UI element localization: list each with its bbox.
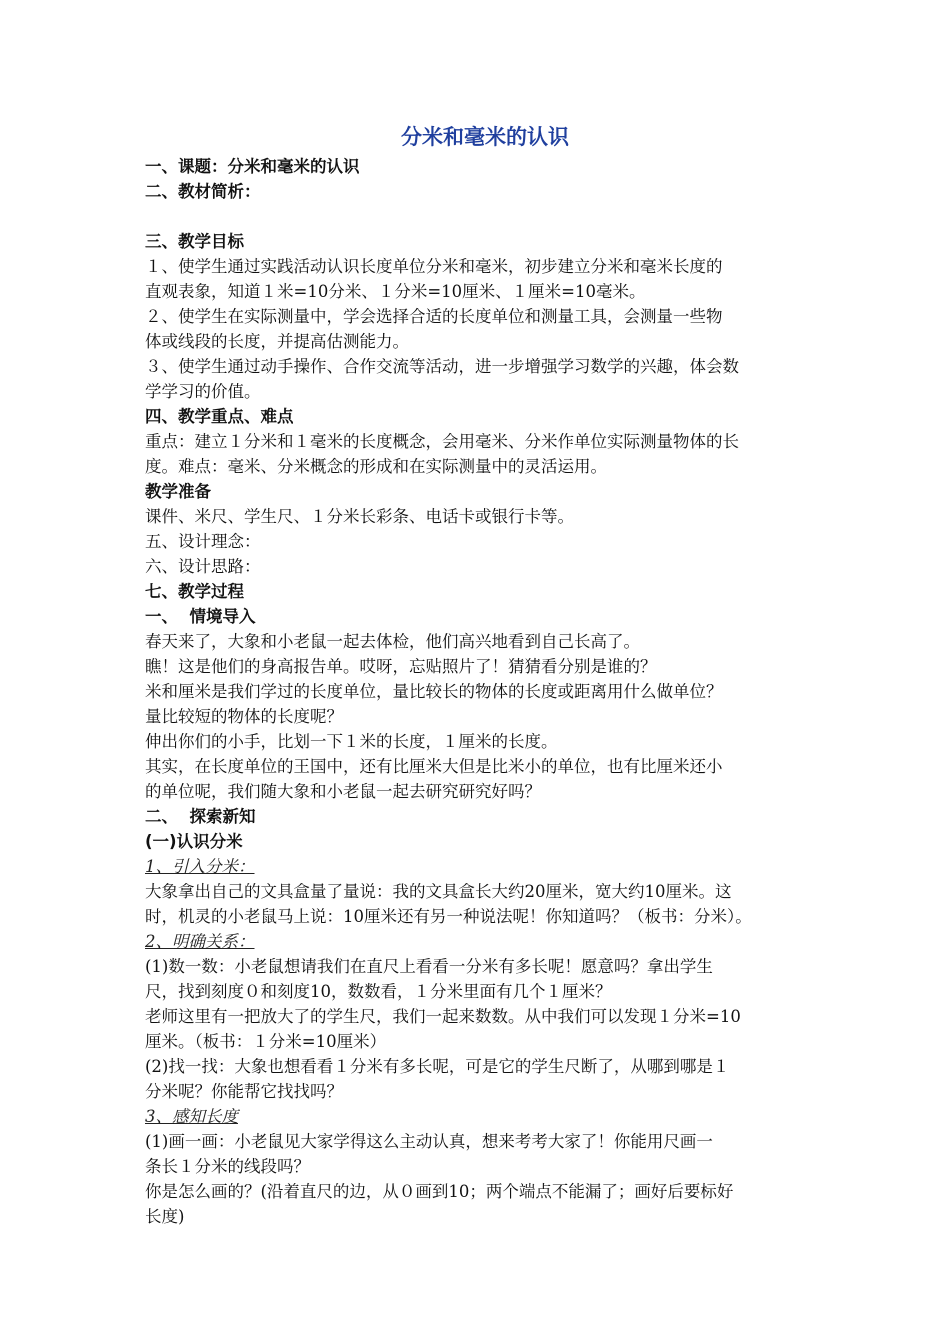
subheading <box>145 929 825 954</box>
paragraph-line: 你是怎么画的？(沿着直尺的边，从０画到10；两个端点不能漏了；画好后要标好 <box>145 1182 734 1201</box>
paragraph-line: 量比较短的物体的长度呢？ <box>145 707 343 726</box>
paragraph-line: 厘米。（板书：１分米=10厘米） <box>145 1032 387 1051</box>
section-heading: 一、课题：分米和毫米的认识 <box>145 157 360 176</box>
section-heading: 二、 探索新知 <box>145 807 256 826</box>
document-title: 分米和毫米的认识 <box>401 125 569 149</box>
paragraph-line: (1)数一数：小老鼠想请我们在直尺上看看一分米有多长呢！愿意吗？拿出学生 <box>145 957 713 976</box>
paragraph-line: 米和厘米是我们学过的长度单位，量比较长的物体的长度或距离用什么做单位？ <box>145 682 723 701</box>
paragraph-line: 其实，在长度单位的王国中，还有比厘米大但是比米小的单位，也有比厘米还小 <box>145 757 723 776</box>
section-heading: 教学准备 <box>145 482 211 501</box>
paragraph-line: (2)找一找：大象也想看看１分米有多长呢，可是它的学生尺断了，从哪到哪是１ <box>145 1057 730 1076</box>
paragraph-line: 老师这里有一把放大了的学生尺，我们一起来数数。从中我们可以发现１分米=10 <box>145 1007 741 1026</box>
subheading <box>145 1104 825 1129</box>
paragraph-line: (1)画一画：小老鼠见大家学得这么主动认真，想来考考大家了！你能用尺画一 <box>145 1132 713 1151</box>
paragraph-line: １、使学生通过实践活动认识长度单位分米和毫米，初步建立分米和毫米长度的 <box>145 257 723 276</box>
paragraph-line: 学学习的价值。 <box>145 382 261 401</box>
paragraph-line: 六、设计思路： <box>145 557 261 576</box>
paragraph-line: 分米呢？你能帮它找找吗？ <box>145 1082 343 1101</box>
document-body <box>145 154 825 1229</box>
paragraph-line: 春天来了，大象和小老鼠一起去体检，他们高兴地看到自己长高了。 <box>145 632 640 651</box>
paragraph-line: 时，机灵的小老鼠马上说：10厘米还有另一种说法呢！你知道吗？（板书：分米）。 <box>145 907 752 926</box>
section-heading: 三、教学目标 <box>145 232 244 251</box>
blank-line <box>145 204 825 229</box>
paragraph-line: 五、设计理念： <box>145 532 261 551</box>
section-heading: 四、教学重点、难点 <box>145 407 294 426</box>
paragraph-line: 伸出你们的小手，比划一下１米的长度，１厘米的长度。 <box>145 732 558 751</box>
paragraph-line: 体或线段的长度，并提高估测能力。 <box>145 332 409 351</box>
paragraph-line: 的单位呢，我们随大象和小老鼠一起去研究研究好吗？ <box>145 782 541 801</box>
section-heading: 七、教学过程 <box>145 582 244 601</box>
section-heading: (一)认识分米 <box>145 832 243 851</box>
paragraph-line: 度。难点：毫米、分米概念的形成和在实际测量中的灵活运用。 <box>145 457 607 476</box>
paragraph-line: 瞧！这是他们的身高报告单。哎呀，忘贴照片了！猜猜看分别是谁的？ <box>145 657 657 676</box>
paragraph-line: 长度) <box>145 1207 185 1226</box>
section-heading: 一、 情境导入 <box>145 607 256 626</box>
paragraph-line: 尺，找到刻度０和刻度10，数数看，１分米里面有几个１厘米？ <box>145 982 612 1001</box>
document-page <box>145 122 825 1229</box>
section-heading: 二、教材简析： <box>145 182 261 201</box>
paragraph-line: 直观表象，知道１米=10分米、１分米=10厘米、１厘米=10毫米。 <box>145 282 646 301</box>
paragraph-line: 条长１分米的线段吗？ <box>145 1157 310 1176</box>
paragraph-line: ３、使学生通过动手操作、合作交流等活动，进一步增强学习数学的兴趣，体会数 <box>145 357 739 376</box>
subheading-text: 1、引入分米： <box>145 857 255 876</box>
paragraph-line: 大象拿出自己的文具盒量了量说：我的文具盒长大约20厘米，宽大约10厘米。这 <box>145 882 732 901</box>
subheading <box>145 854 825 879</box>
paragraph-line: 课件、米尺、学生尺、１分米长彩条、电话卡或银行卡等。 <box>145 507 574 526</box>
subheading-text: 2、明确关系： <box>145 932 255 951</box>
subheading-text: 3、感知长度 <box>145 1107 238 1126</box>
paragraph-line: 重点：建立１分米和１毫米的长度概念，会用毫米、分米作单位实际测量物体的长 <box>145 432 739 451</box>
paragraph-line: ２、使学生在实际测量中，学会选择合适的长度单位和测量工具，会测量一些物 <box>145 307 723 326</box>
